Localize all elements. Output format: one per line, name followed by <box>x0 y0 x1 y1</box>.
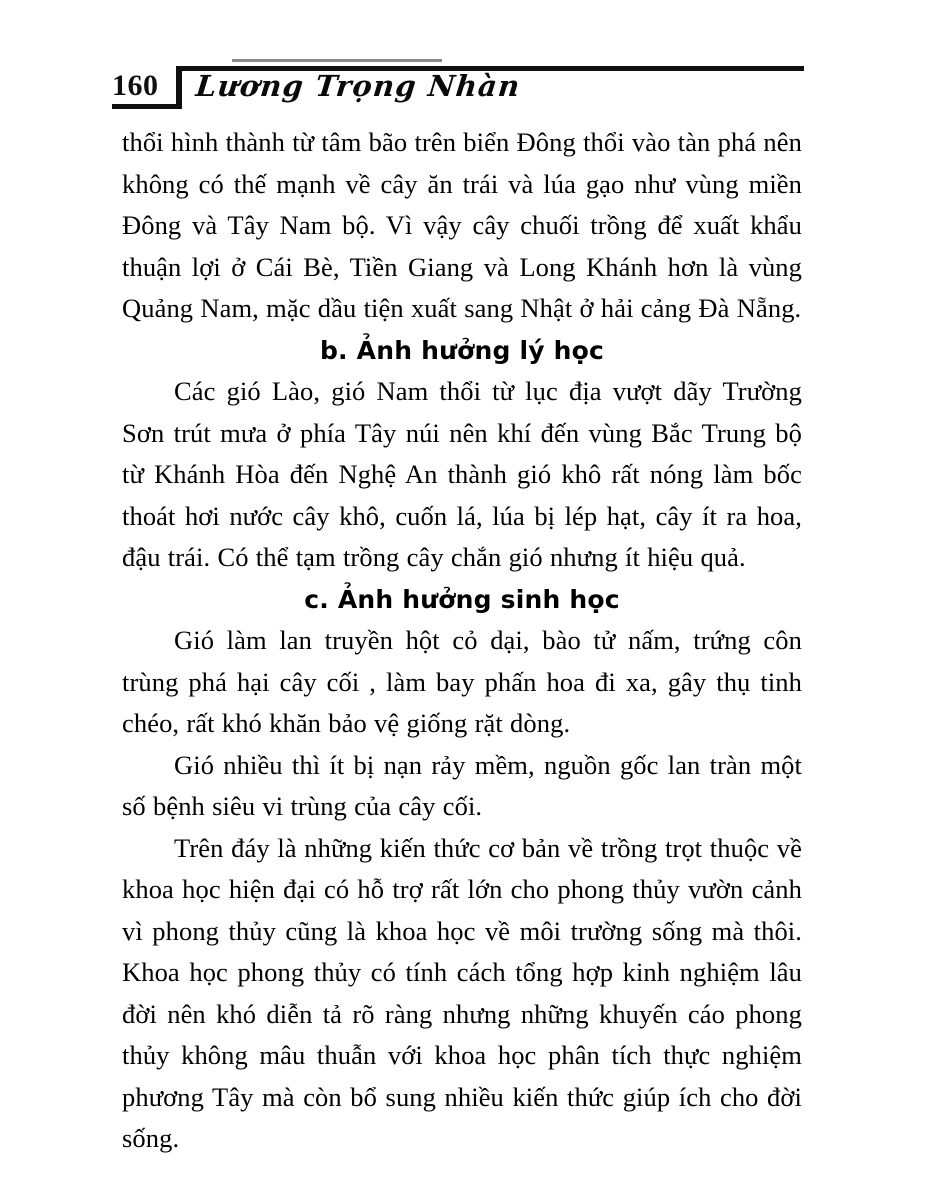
body-text-block <box>122 122 802 1160</box>
paragraph-continuation: thổi hình thành từ tâm bão trên biển Đông thổi vào tàn phá nên không có thế mạnh về cây ăn trái và lúa gạo như vùng miền Đông và Tây Nam bộ. Vì vậy cây chuối trồng để xuất khẩu thuận lợi ở Cái Bè, Tiền Giang và Long Khánh hơn là vùng Quảng Nam, mặc dầu tiện xuất sang Nhật ở hải cảng Đà Nẵng. <box>122 127 802 323</box>
paragraph-physical-effects: Các gió Lào, gió Nam thổi từ lục địa vượt dãy Trường Sơn trút mưa ở phía Tây núi nên khí đến vùng Bắc Trung bộ từ Khánh Hòa đến Nghệ An thành gió khô rất nóng làm bốc thoát hơi nước cây khô, cuốn lá, lúa bị lép hạt, cây ít ra hoa, đậu trái. Có thể tạm trồng cây chắn gió nhưng ít hiệu quả. <box>122 376 802 572</box>
paragraph-wind-disease: Gió nhiều thì ít bị nạn rảy mềm, nguồn gốc lan tràn một số bệnh siêu vi trùng của cây cối. <box>122 749 802 821</box>
header-bracket-vertical-rule <box>176 66 182 109</box>
header-rule-artifact <box>232 59 442 62</box>
author-name: Lương Trọng Nhàn <box>194 69 523 103</box>
folio-underline-rule <box>112 104 180 109</box>
section-heading-b: b. Ảnh hưởng lý học <box>319 335 605 365</box>
page-number: 160 <box>112 69 159 102</box>
paragraph-conclusion: Trên đáy là những kiến thức cơ bản về trồng trọt thuộc về khoa học hiện đại có hỗ trợ rất lớn cho phong thủy vườn cảnh vì phong thủy cũng là khoa học về môi trường sống mà thôi. Khoa học phong thủy có tính cách tổng hợp kinh nghiệm lâu đời nên khó diễn tả rõ ràng nhưng những khuyến cáo phong thủy không mâu thuẫn với khoa học phân tích thực nghiệm phương Tây mà còn bổ sung nhiều kiến thức giúp ích cho đời sống. <box>122 832 802 1153</box>
section-heading-c: c. Ảnh hưởng sinh học <box>304 584 620 614</box>
paragraph-biological-effects: Gió làm lan truyền hột cỏ dại, bào tử nấm, trứng côn trùng phá hại cây cối , làm bay phấn hoa đi xa, gây thụ tinh chéo, rất khó khăn bảo vệ giống rặt dòng. <box>122 625 802 738</box>
running-header <box>0 0 930 110</box>
